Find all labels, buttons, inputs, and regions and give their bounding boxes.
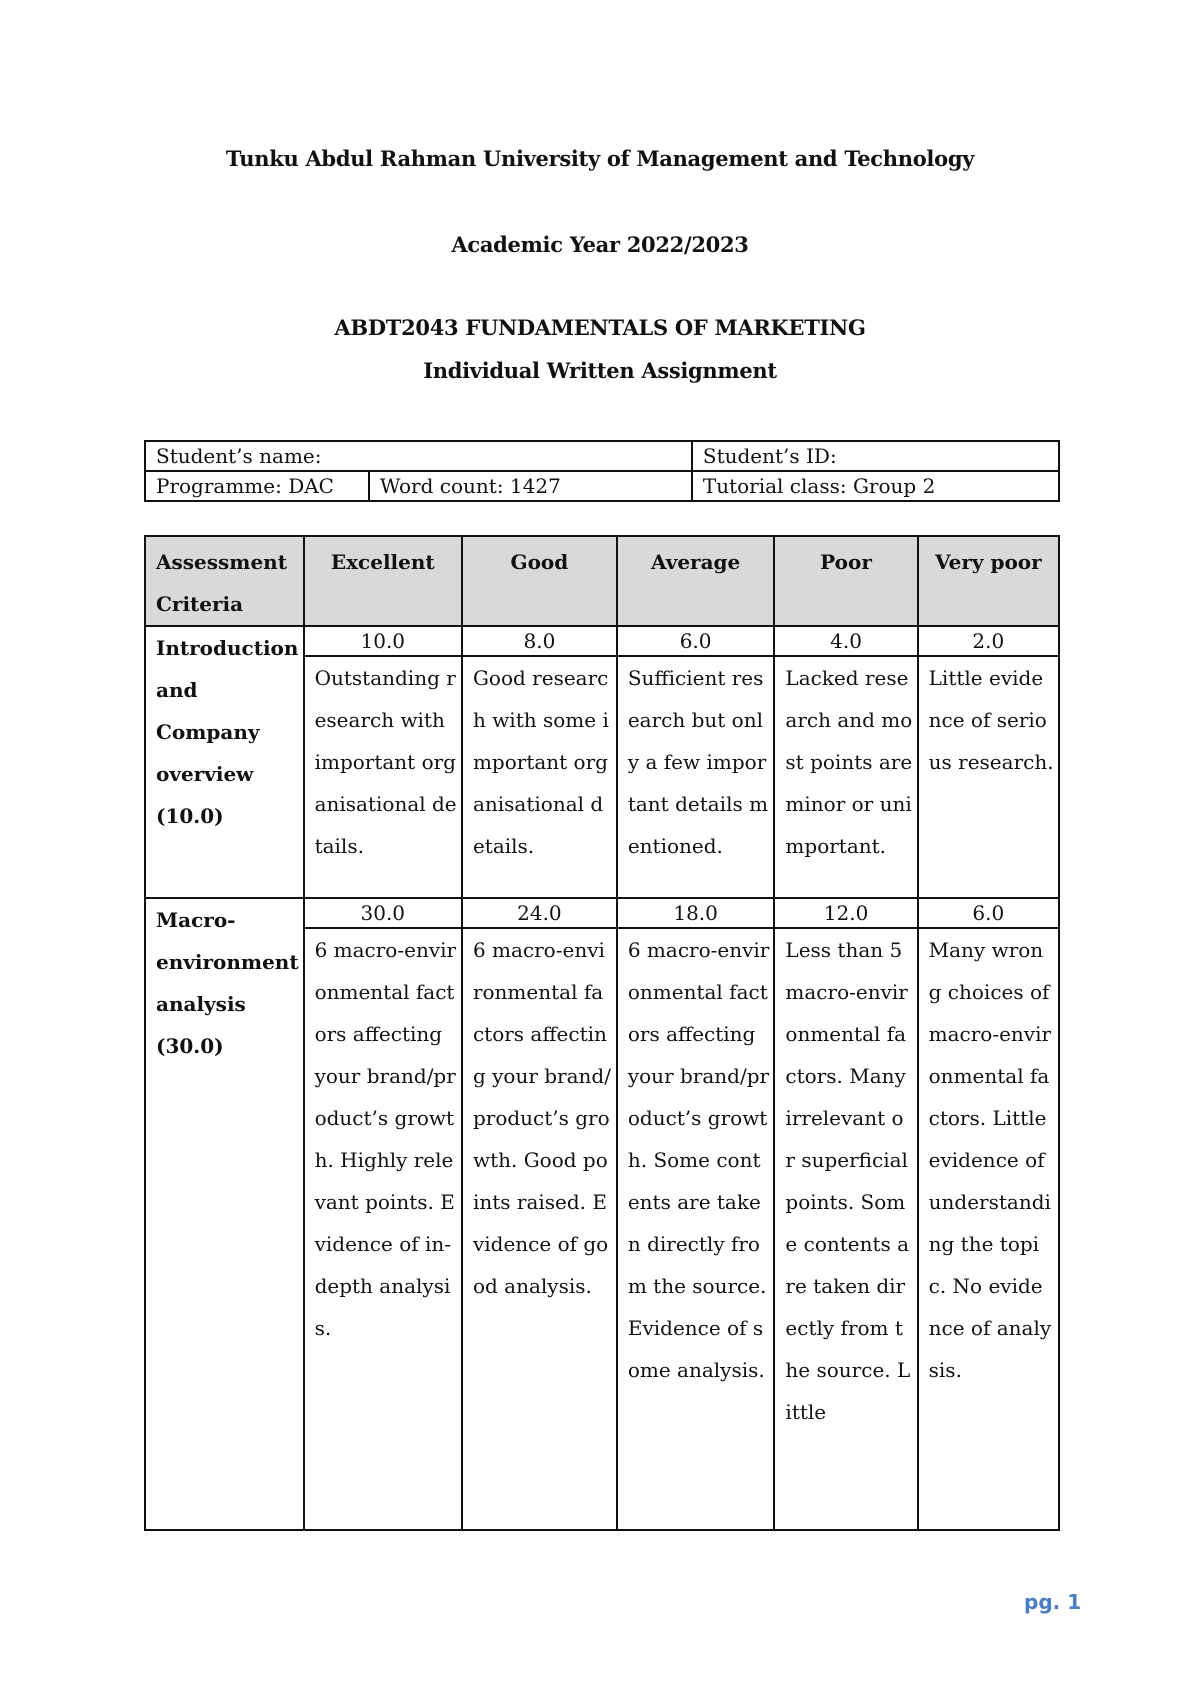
score-cell: 6.0: [617, 626, 775, 656]
criteria-marks: (30.0): [156, 1034, 224, 1058]
programme-field: Programme: DAC: [145, 471, 369, 501]
header-average: Average: [617, 536, 775, 626]
criteria-cell: [145, 626, 304, 898]
rubric-header-row: [145, 536, 1059, 626]
criteria-cell: [145, 898, 304, 1530]
score-row: [145, 626, 1059, 656]
info-row: [145, 441, 1059, 471]
student-info-table: [144, 440, 1060, 502]
score-cell: 12.0: [774, 898, 917, 928]
header-excellent: Excellent: [304, 536, 462, 626]
university-title: Tunku Abdul Rahman University of Management and Technology: [225, 146, 975, 171]
tutorial-class-field: Tutorial class: Group 2: [692, 471, 1059, 501]
description-cell: 6 macro-environmental factors affecting your brand/product’s growth. Some contents are taken directly from the source. Evidence of some analysis.: [617, 928, 775, 1530]
score-cell: 4.0: [774, 626, 917, 656]
description-cell: Little evidence of serious research.: [918, 656, 1059, 898]
criteria-marks: (10.0): [156, 804, 224, 828]
description-cell: Many wrong choices of macro-environmental factors. Little evidence of understanding the topic. No evidence of analysis.: [918, 928, 1059, 1530]
criteria-name: Introduction and Company overview: [156, 636, 299, 786]
assignment-type: Individual Written Assignment: [423, 358, 777, 383]
rubric-table: [144, 535, 1060, 1531]
header-very-poor: Very poor: [918, 536, 1059, 626]
page-number: pg. 1: [1024, 1590, 1082, 1614]
score-cell: 18.0: [617, 898, 775, 928]
score-cell: 6.0: [918, 898, 1059, 928]
criteria-name: Macro-environment analysis: [156, 908, 299, 1016]
description-cell: Lacked research and most points are minor or unimportant.: [774, 656, 917, 898]
score-cell: 24.0: [462, 898, 617, 928]
score-cell: 2.0: [918, 626, 1059, 656]
description-cell: Good research with some important organisational details.: [462, 656, 617, 898]
score-row: [145, 898, 1059, 928]
academic-year: Academic Year 2022/2023: [451, 232, 749, 257]
header-assessment-criteria: Assessment Criteria: [145, 536, 304, 626]
header-poor: Poor: [774, 536, 917, 626]
info-row: [145, 471, 1059, 501]
description-cell: Less than 5 macro-environmental factors. Many irrelevant or superficial points. Some contents are taken directly from the source. Little: [774, 928, 917, 1530]
word-count-field: Word count: 1427: [369, 471, 692, 501]
score-cell: 30.0: [304, 898, 462, 928]
description-cell: Outstanding research with important organisational details.: [304, 656, 462, 898]
student-name-field: Student’s name:: [145, 441, 692, 471]
description-cell: 6 macro-environmental factors affecting your brand/product’s growth. Highly relevant points. Evidence of in-depth analysis.: [304, 928, 462, 1530]
score-cell: 10.0: [304, 626, 462, 656]
description-cell: Sufficient research but only a few important details mentioned.: [617, 656, 775, 898]
score-cell: 8.0: [462, 626, 617, 656]
header-good: Good: [462, 536, 617, 626]
student-id-field: Student’s ID:: [692, 441, 1059, 471]
description-cell: 6 macro-environmental factors affecting your brand/product’s growth. Good points raised. Evidence of good analysis.: [462, 928, 617, 1530]
course-title: ABDT2043 FUNDAMENTALS OF MARKETING: [334, 315, 866, 340]
